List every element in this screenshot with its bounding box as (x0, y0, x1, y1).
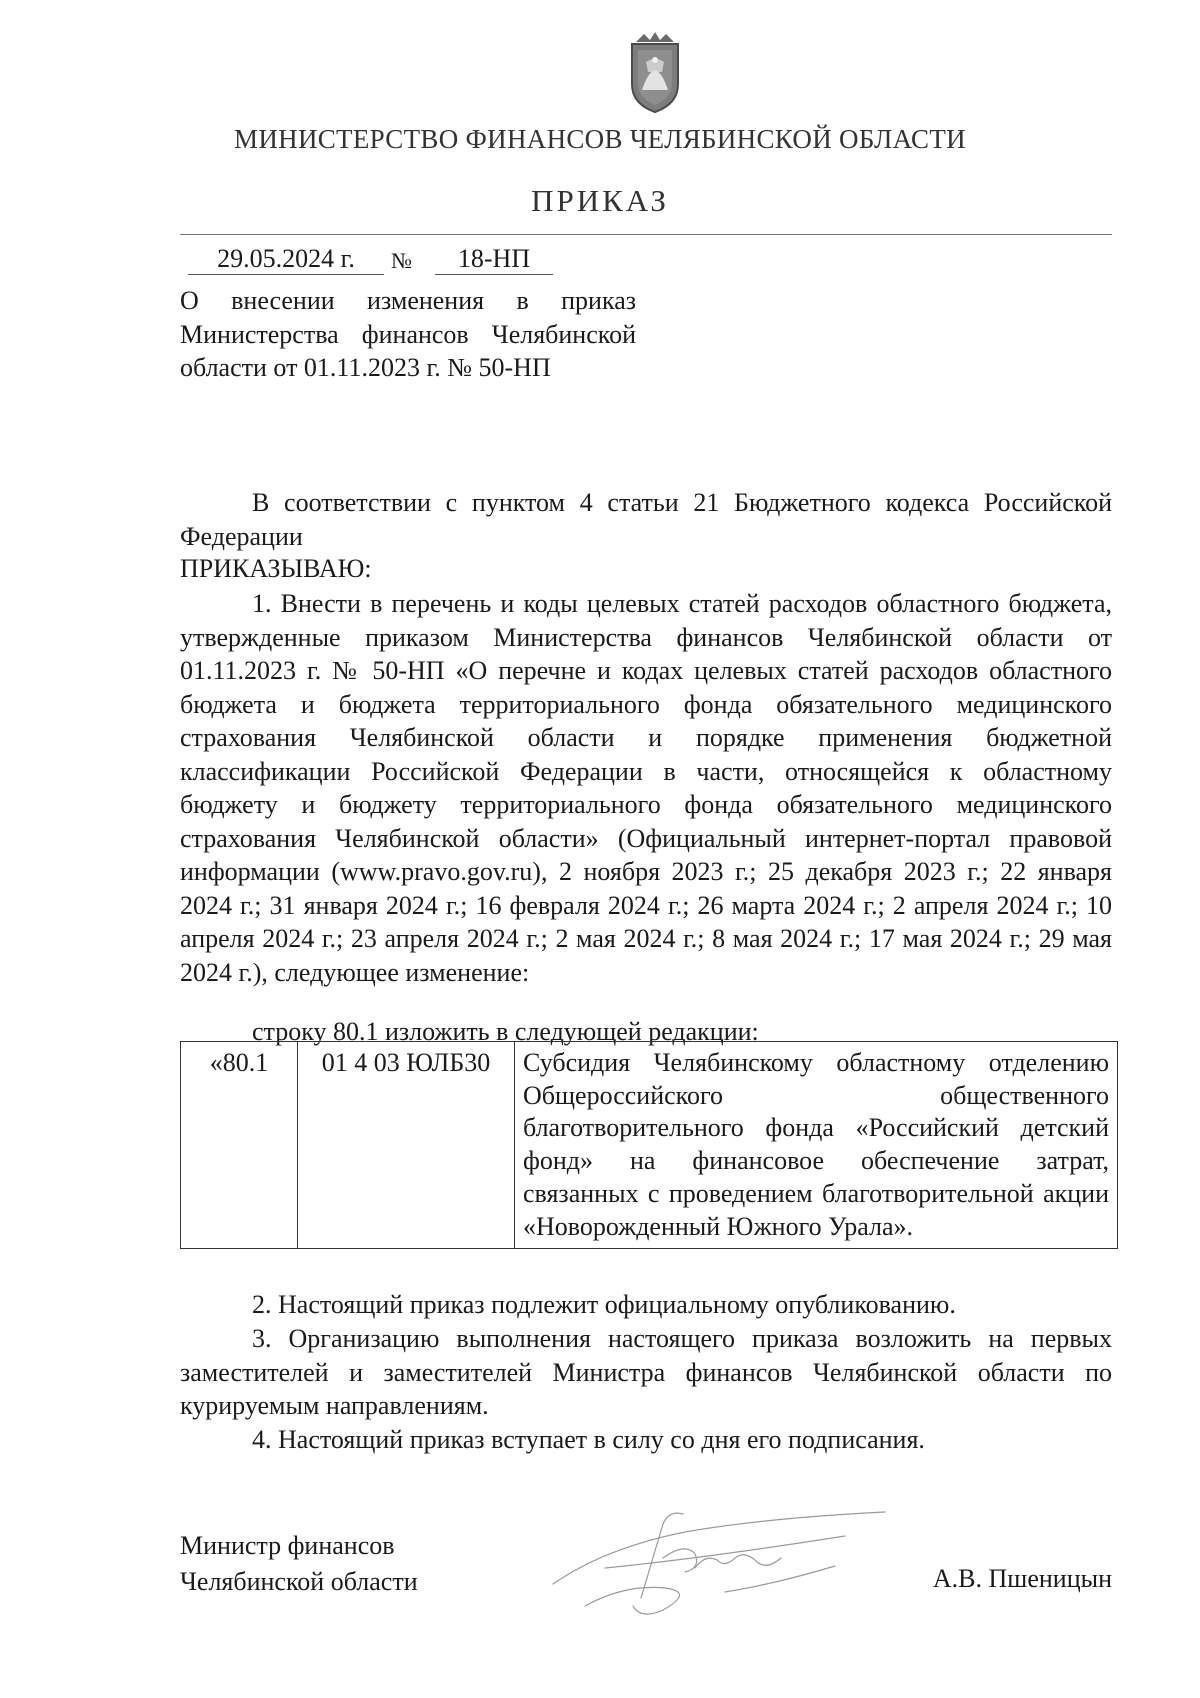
handwritten-signature (545, 1488, 905, 1628)
document-type-title: ПРИКАЗ (531, 183, 669, 218)
preamble-paragraph: В соответствии с пунктом 4 статьи 21 Бюджетного кодекса Российской Федерации (180, 488, 1112, 551)
coat-of-arms-emblem (622, 28, 688, 114)
document-date: 29.05.2024 г. (188, 244, 384, 275)
row-intro-text: строку 80.1 изложить в следующей редакции: (252, 1017, 759, 1046)
paragraph-1: 1. Внести в перечень и коды целевых статей расходов областного бюджета, утвержденные приказом Министерства финансов Челябинской области от 01.11.2023 г. № 50-НП «О перечне и кодах целевых статей расходов областного бюджета и бюджета территориального фонда обязательного медицинского страхования Челябинской области и порядке применения бюджетной классификации Российской Федерации в части, относящейся к областному бюджету и бюджету территориального фонда обязательного медицинского страхования Челябинской области» (Официальный интернет-портал правовой информации (www.pravo.gov.ru), 2 ноября 2023 г.; 25 декабря 2023 г.; 22 января 2024 г.; 31 января 2024 г.; 16 февраля 2024 г.; 26 марта 2024 г.; 2 апреля 2024 г.; 10 апреля 2024 г.; 23 апреля 2024 г.; 2 мая 2024 г.; 8 мая 2024 г.; 17 мая 2024 г.; 29 мая 2024 г.), следующее изменение: (180, 589, 1112, 987)
ministry-title: МИНИСТЕРСТВО ФИНАНСОВ ЧЕЛЯБИНСКОЙ ОБЛАСТИ (234, 124, 966, 154)
paragraph-4: 4. Настоящий приказ вступает в силу со дня его подписания. (252, 1425, 925, 1454)
signatory-name: А.В. Пшеницын (932, 1564, 1112, 1593)
signatory-title (180, 1528, 418, 1600)
table-row (181, 1042, 1118, 1249)
description-cell: Субсидия Челябинскому областному отделению Общероссийского общественного благотворительного фонда «Российский детский фонд» на финансовое обеспечение затрат, связанных с проведением благотворительной акции «Новорожденный Южного Урала». (515, 1042, 1118, 1249)
header-divider (180, 234, 1112, 235)
code-cell: 01 4 03 ЮЛБ30 (298, 1042, 515, 1249)
paragraph-3: 3. Организацию выполнения настоящего приказа возложить на первых заместителей и заместителей Министра финансов Челябинской области по курируемым направлениям. (180, 1324, 1112, 1420)
row-number-cell: «80.1 (181, 1042, 298, 1249)
document-number: 18-НП (435, 244, 553, 275)
order-word: ПРИКАЗЫВАЮ: (180, 554, 372, 583)
signatory-title-line-1: Министр финансов (180, 1531, 395, 1560)
amendment-table (180, 1041, 1118, 1249)
paragraph-2: 2. Настоящий приказ подлежит официальному опубликованию. (252, 1290, 956, 1319)
document-subject: О внесении изменения в приказ Министерства финансов Челябинской области от 01.11.2023 г. № 50-НП (180, 286, 636, 382)
number-sign: № (391, 248, 412, 273)
signatory-title-line-2: Челябинской области (180, 1567, 418, 1596)
